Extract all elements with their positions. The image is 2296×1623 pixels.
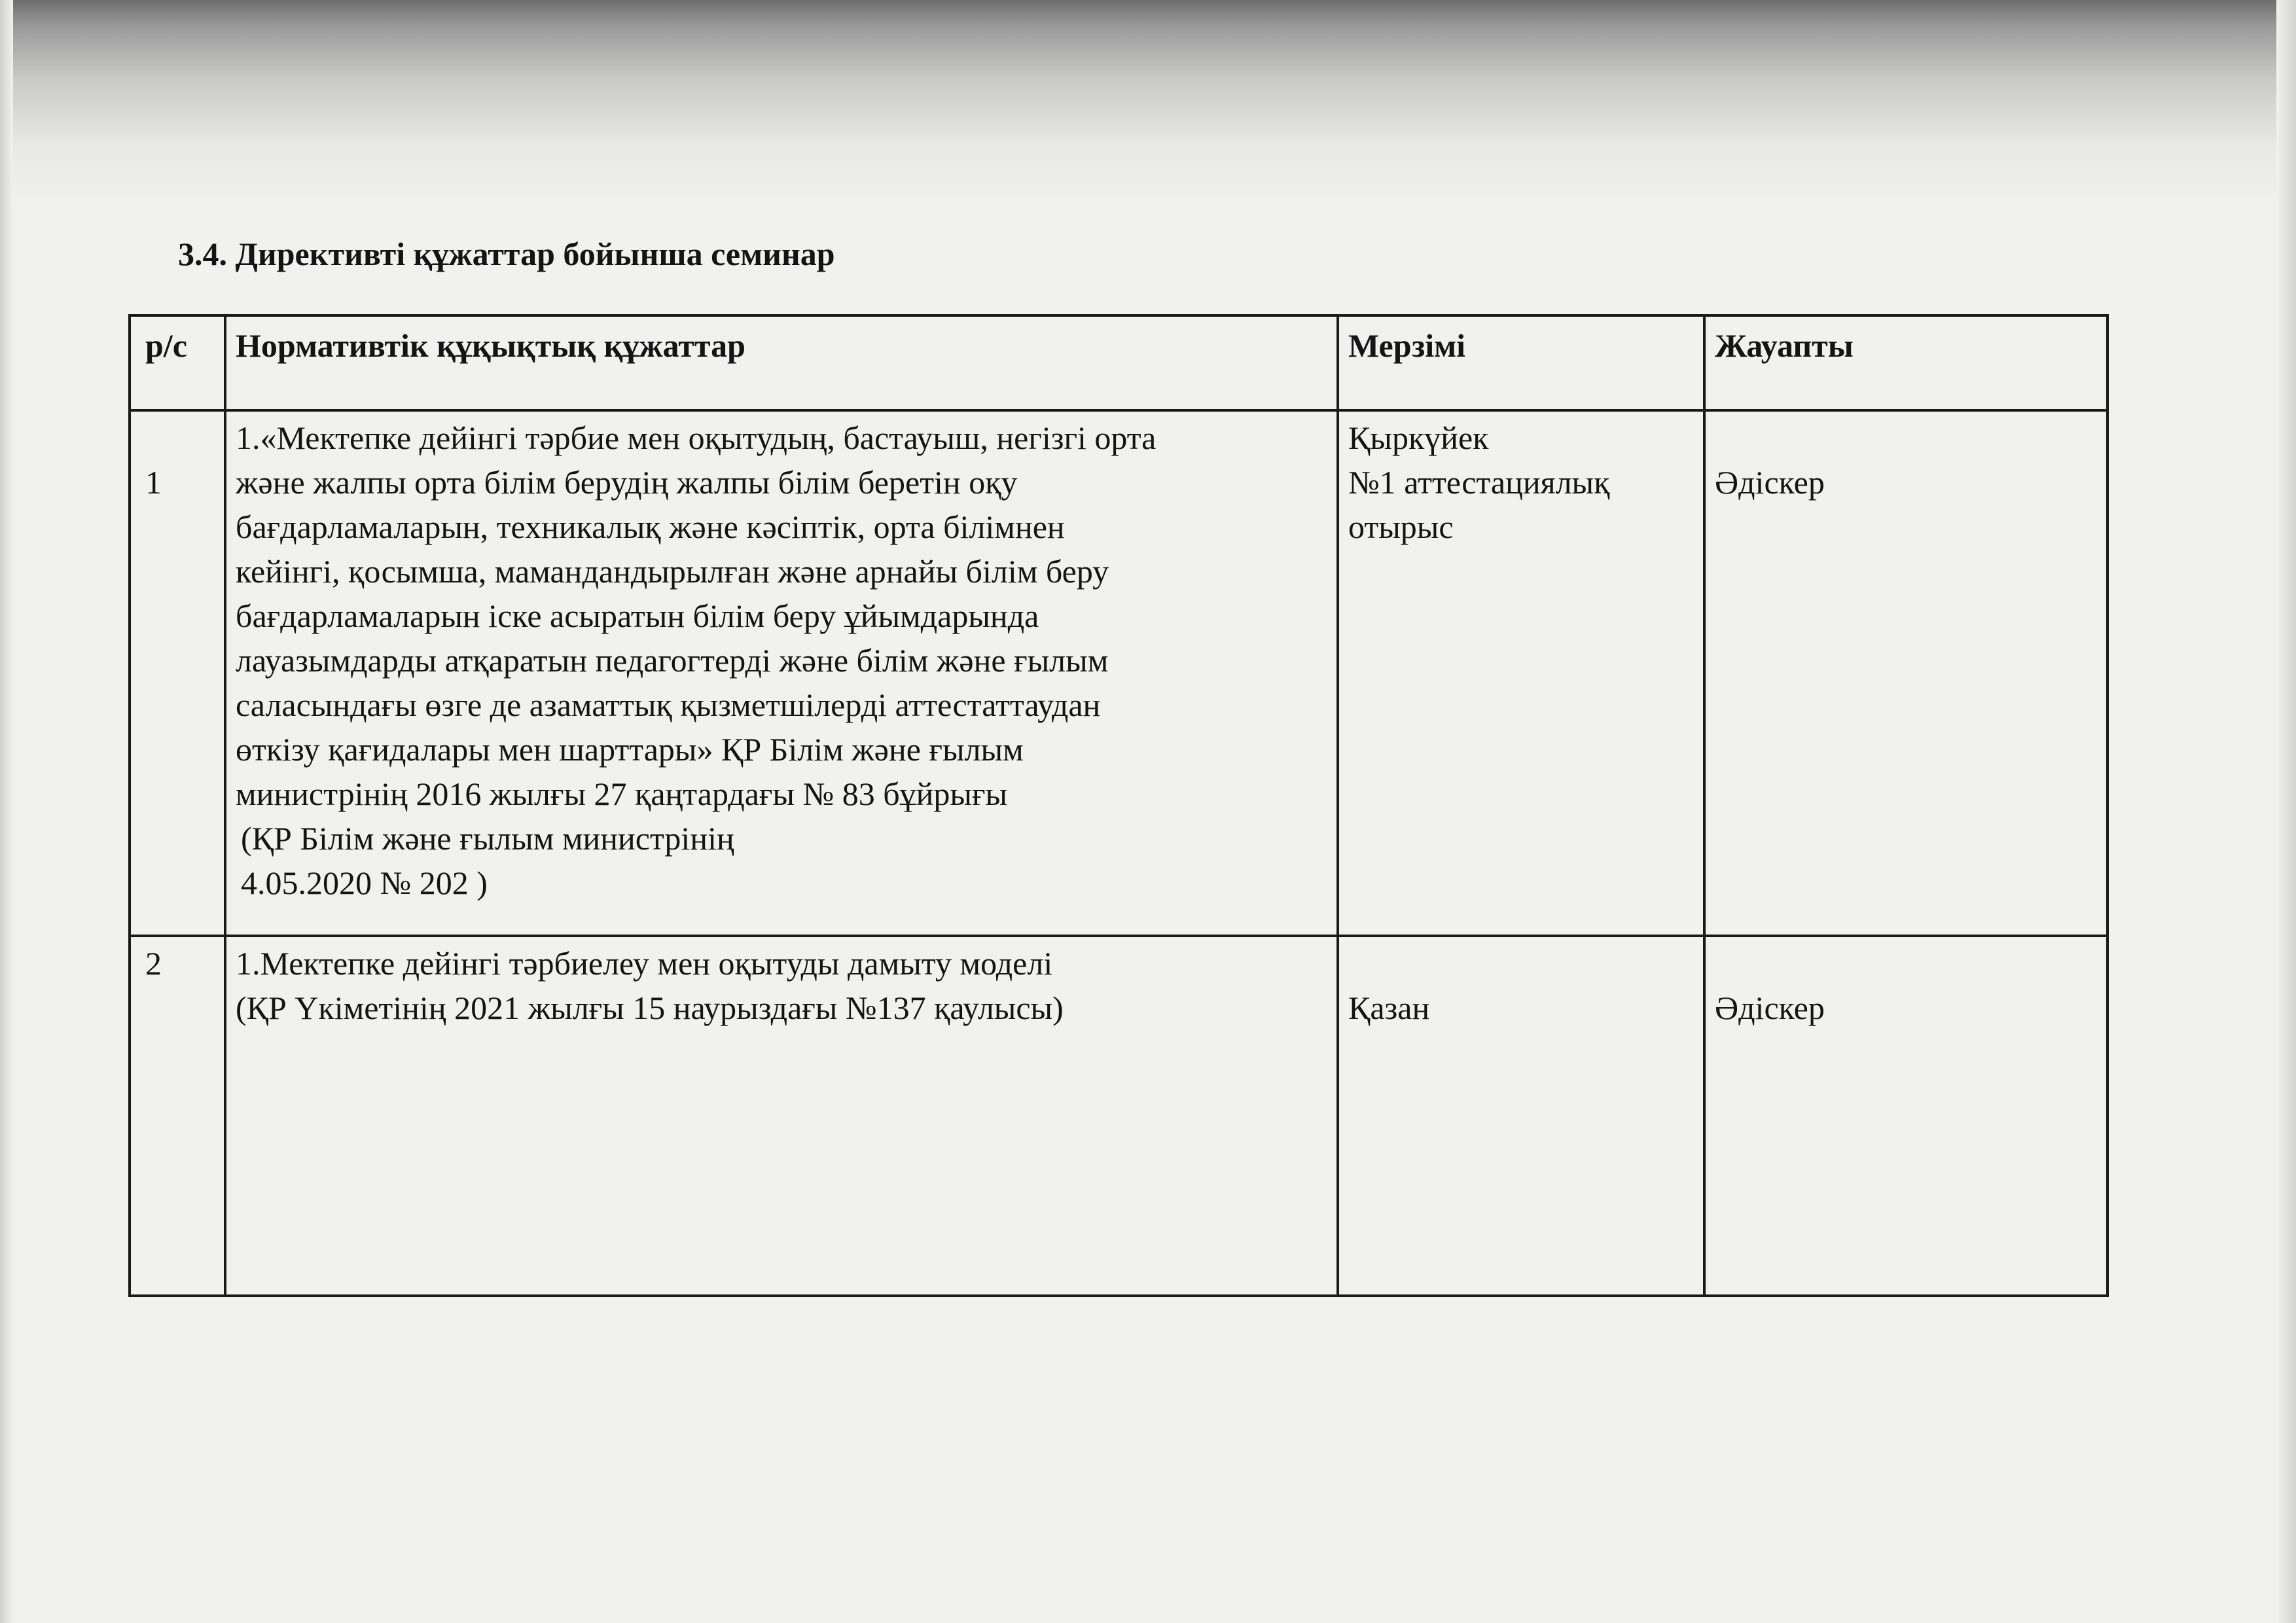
document-line: 1.«Мектепке дейінгі тәрбие мен оқытудың, бастауыш, негізгі орта (236, 419, 1157, 456)
document-line: бағдарламаларын іске асыратын білім беру ұйымдарында (236, 597, 1039, 634)
row-number-cell (130, 410, 225, 936)
period-text: Қазан (1348, 990, 1430, 1026)
row-number: 1 (145, 464, 162, 501)
document-line: кейінгі, қосымша, мамандандырылған және арнайы білім беру (236, 553, 1109, 590)
period-line: Қыркүйек (1348, 419, 1489, 456)
document-line: өткізу қағидалары мен шарттары» ҚР Білім және ғылым (236, 731, 1024, 768)
document-line: министрінің 2016 жылғы 27 қаңтардағы № 83 бұйрығы (236, 776, 1008, 812)
document-line: және жалпы орта білім берудің жалпы білім беретін оқу (236, 464, 1018, 501)
table-row (130, 936, 2108, 1296)
responsible-text: Әдіскер (1715, 990, 1825, 1026)
scan-left-edge (0, 0, 13, 1623)
header-responsible: Жауапты (1704, 315, 2108, 410)
table-header-row (130, 315, 2108, 410)
document-line: (ҚР Үкіметінің 2021 жылғы 15 наурыздағы №137 қаулысы) (236, 990, 1064, 1026)
header-period: Мерзімі (1338, 315, 1704, 410)
document-line: (ҚР Білім және ғылым министрінің (241, 820, 734, 857)
period-cell (1338, 936, 1704, 1296)
document-cell (225, 410, 1338, 936)
responsible-text: Әдіскер (1715, 464, 1825, 501)
document-line: саласындағы өзге де азаматтық қызметшілерді аттестаттаудан (236, 687, 1101, 723)
row-number-cell (130, 936, 225, 1296)
header-number: р/с (130, 315, 225, 410)
header-documents: Нормативтік құқықтық құжаттар (225, 315, 1338, 410)
scan-top-shadow (0, 0, 2296, 209)
document-line: 1.Мектепке дейінгі тәрбиелеу мен оқытуды дамыту моделі (236, 945, 1053, 982)
responsible-cell (1704, 410, 2108, 936)
seminar-table (128, 314, 2109, 1297)
document-line: лауазымдарды атқаратын педагогтерді және білім және ғылым (236, 642, 1109, 679)
document-line: 4.05.2020 № 202 ) (241, 865, 488, 901)
responsible-cell (1704, 936, 2108, 1296)
row-number: 2 (145, 945, 162, 982)
period-line: №1 аттестациялық (1348, 464, 1610, 501)
period-cell (1338, 410, 1704, 936)
period-line: отырыс (1348, 508, 1454, 545)
document-cell (225, 936, 1338, 1296)
document-line: бағдарламаларын, техникалық және кәсіптік, орта білімнен (236, 508, 1065, 545)
page-title: 3.4. Директивті құжаттар бойынша семинар (178, 236, 835, 272)
table-row (130, 410, 2108, 936)
scan-right-edge (2276, 0, 2296, 1623)
